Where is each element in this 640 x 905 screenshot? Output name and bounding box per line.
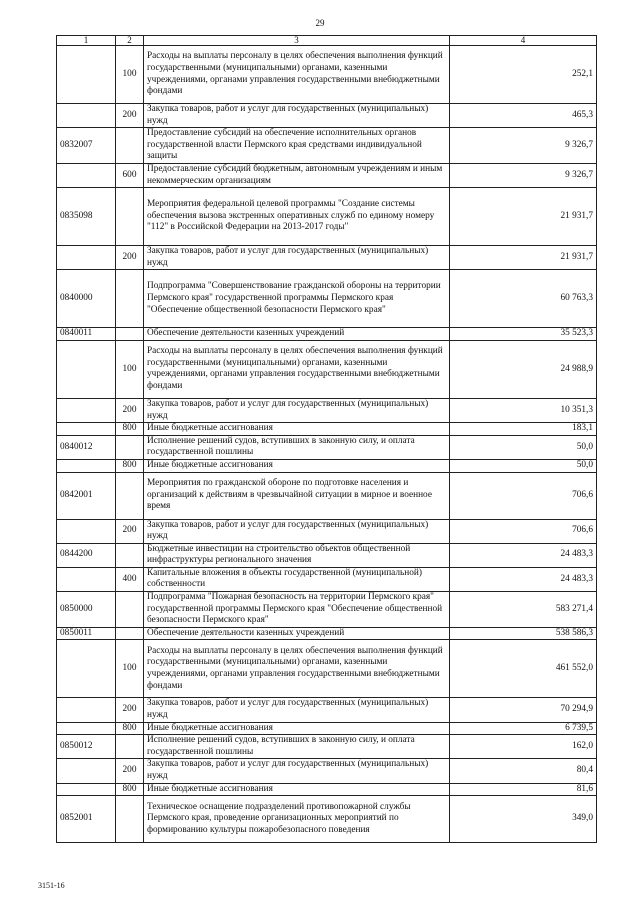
cell-amount: 538 586,3 (450, 627, 597, 640)
cell-expense-type (116, 435, 144, 459)
table-row (57, 398, 597, 422)
cell-code (57, 640, 116, 698)
cell-code: 0850012 (57, 735, 116, 759)
cell-name: Закупка товаров, работ и услуг для государственных (муниципальных) нужд (144, 398, 450, 422)
table-row (57, 567, 597, 591)
cell-amount: 24 988,9 (450, 340, 597, 398)
table-header-row (57, 36, 597, 46)
cell-name: Закупка товаров, работ и услуг для государственных (муниципальных) нужд (144, 104, 450, 128)
cell-expense-type: 800 (116, 783, 144, 796)
cell-amount: 252,1 (450, 46, 597, 104)
cell-name: Закупка товаров, работ и услуг для государственных (муниципальных) нужд (144, 698, 450, 722)
table-row (57, 435, 597, 459)
cell-code: 0840000 (57, 270, 116, 328)
cell-expense-type: 800 (116, 459, 144, 472)
cell-expense-type: 600 (116, 163, 144, 187)
cell-amount: 706,6 (450, 519, 597, 543)
cell-expense-type: 800 (116, 722, 144, 735)
cell-name: Техническое оснащение подразделений противопожарной службы Пермского края, проведение организационных мероприятий по формированию культуры пожаробезопасного поведения (144, 796, 450, 843)
cell-amount: 24 483,3 (450, 543, 597, 567)
cell-name: Бюджетные инвестиции на строительство объектов общественной инфраструктуры регионального значения (144, 543, 450, 567)
cell-expense-type (116, 735, 144, 759)
table-row (57, 459, 597, 472)
table-row (57, 759, 597, 783)
document-footer-code: 3151-16 (38, 881, 65, 890)
table-row (57, 472, 597, 519)
cell-expense-type (116, 270, 144, 328)
table-row (57, 188, 597, 246)
table-row (57, 423, 597, 436)
page-number: 29 (315, 18, 325, 28)
cell-expense-type: 200 (116, 698, 144, 722)
cell-amount: 461 552,0 (450, 640, 597, 698)
cell-amount: 81,6 (450, 783, 597, 796)
table-row (57, 640, 597, 698)
table-row (57, 735, 597, 759)
cell-expense-type (116, 128, 144, 164)
cell-expense-type: 200 (116, 246, 144, 270)
table-row (57, 543, 597, 567)
cell-code (57, 104, 116, 128)
table-row (57, 104, 597, 128)
cell-amount: 349,0 (450, 796, 597, 843)
cell-amount: 9 326,7 (450, 163, 597, 187)
cell-code: 0852001 (57, 796, 116, 843)
cell-amount: 24 483,3 (450, 567, 597, 591)
cell-amount: 60 763,3 (450, 270, 597, 328)
cell-amount: 50,0 (450, 435, 597, 459)
cell-code (57, 698, 116, 722)
table-row (57, 783, 597, 796)
header-cell-code: 1 (57, 36, 116, 46)
cell-code (57, 759, 116, 783)
cell-name: Подпрограмма "Пожарная безопасность на территории Пермского края" государственной программы Пермского края "Обеспечение общественной безопасности Пермского края" (144, 592, 450, 628)
table-row (57, 627, 597, 640)
cell-name: Предоставление субсидий бюджетным, автономным учреждениям и иным некоммерческим организациям (144, 163, 450, 187)
cell-code: 0832007 (57, 128, 116, 164)
cell-expense-type: 400 (116, 567, 144, 591)
cell-name: Расходы на выплаты персоналу в целях обеспечения выполнения функций государственными (муниципальными) органами, казенными учреждениями, органами управления государственными внебюджетными фондами (144, 46, 450, 104)
cell-amount: 70 294,9 (450, 698, 597, 722)
cell-amount: 6 739,5 (450, 722, 597, 735)
cell-code: 0840011 (57, 328, 116, 341)
cell-name: Мероприятия по гражданской обороне по подготовке населения и организаций к действиям в чрезвычайной ситуации в мирное и военное время (144, 472, 450, 519)
cell-code: 0850011 (57, 627, 116, 640)
cell-name: Мероприятия федеральной целевой программы "Создание системы обеспечения вызова экстренных оперативных служб по единому номеру "112" в Российской Федерации на 2013-2017 годы" (144, 188, 450, 246)
cell-amount: 50,0 (450, 459, 597, 472)
cell-name: Иные бюджетные ассигнования (144, 783, 450, 796)
cell-name: Обеспечение деятельности казенных учреждений (144, 627, 450, 640)
cell-name: Закупка товаров, работ и услуг для государственных (муниципальных) нужд (144, 759, 450, 783)
budget-table (56, 35, 597, 843)
cell-code: 0840012 (57, 435, 116, 459)
cell-code: 0835098 (57, 188, 116, 246)
cell-name: Исполнение решений судов, вступивших в законную силу, и оплата государственной пошлины (144, 735, 450, 759)
table-row (57, 722, 597, 735)
cell-expense-type: 200 (116, 398, 144, 422)
table-row (57, 796, 597, 843)
cell-name: Исполнение решений судов, вступивших в законную силу, и оплата государственной пошлины (144, 435, 450, 459)
cell-expense-type (116, 188, 144, 246)
table-row (57, 340, 597, 398)
cell-name: Расходы на выплаты персоналу в целях обеспечения выполнения функций государственными (муниципальными) органами, казенными учреждениями, органами управления государственными внебюджетными фондами (144, 640, 450, 698)
cell-expense-type (116, 592, 144, 628)
cell-code (57, 46, 116, 104)
cell-expense-type: 100 (116, 340, 144, 398)
cell-amount: 583 271,4 (450, 592, 597, 628)
table-row (57, 270, 597, 328)
cell-amount: 10 351,3 (450, 398, 597, 422)
cell-name: Подпрограмма "Совершенствование гражданской обороны на территории Пермского края" государственной программы Пермского края "Обеспечение общественной безопасности Пермского края" (144, 270, 450, 328)
cell-expense-type (116, 543, 144, 567)
cell-amount: 21 931,7 (450, 246, 597, 270)
table-row (57, 163, 597, 187)
cell-expense-type (116, 328, 144, 341)
cell-expense-type: 800 (116, 423, 144, 436)
cell-code (57, 398, 116, 422)
cell-expense-type: 200 (116, 519, 144, 543)
cell-amount: 706,6 (450, 472, 597, 519)
header-cell-vr: 2 (116, 36, 144, 46)
table-row (57, 328, 597, 341)
cell-amount: 162,0 (450, 735, 597, 759)
cell-expense-type: 200 (116, 104, 144, 128)
cell-expense-type: 100 (116, 46, 144, 104)
table-row (57, 246, 597, 270)
cell-name: Иные бюджетные ассигнования (144, 459, 450, 472)
cell-code (57, 783, 116, 796)
cell-code: 0844200 (57, 543, 116, 567)
cell-name: Закупка товаров, работ и услуг для государственных (муниципальных) нужд (144, 246, 450, 270)
cell-name: Закупка товаров, работ и услуг для государственных (муниципальных) нужд (144, 519, 450, 543)
cell-code (57, 722, 116, 735)
cell-code: 0850000 (57, 592, 116, 628)
cell-code (57, 423, 116, 436)
header-cell-amount: 4 (450, 36, 597, 46)
cell-code (57, 246, 116, 270)
cell-expense-type: 100 (116, 640, 144, 698)
cell-code (57, 567, 116, 591)
cell-name: Иные бюджетные ассигнования (144, 423, 450, 436)
cell-name: Обеспечение деятельности казенных учреждений (144, 328, 450, 341)
cell-amount: 35 523,3 (450, 328, 597, 341)
cell-code (57, 459, 116, 472)
cell-code: 0842001 (57, 472, 116, 519)
cell-amount: 21 931,7 (450, 188, 597, 246)
cell-name: Иные бюджетные ассигнования (144, 722, 450, 735)
cell-code (57, 163, 116, 187)
cell-amount: 80,4 (450, 759, 597, 783)
cell-name: Капитальные вложения в объекты государственной (муниципальной) собственности (144, 567, 450, 591)
header-cell-name: 3 (144, 36, 450, 46)
cell-code (57, 340, 116, 398)
table-row (57, 46, 597, 104)
cell-name: Предоставление субсидий на обеспечение исполнительных органов государственной власти Пермского края средствами индивидуальной защиты (144, 128, 450, 164)
table-row (57, 128, 597, 164)
cell-amount: 9 326,7 (450, 128, 597, 164)
cell-expense-type (116, 627, 144, 640)
table-row (57, 698, 597, 722)
cell-amount: 465,3 (450, 104, 597, 128)
cell-expense-type (116, 472, 144, 519)
cell-code (57, 519, 116, 543)
cell-expense-type (116, 796, 144, 843)
cell-expense-type: 200 (116, 759, 144, 783)
cell-name: Расходы на выплаты персоналу в целях обеспечения выполнения функций государственными (муниципальными) органами, казенными учреждениями, органами управления государственными внебюджетными фондами (144, 340, 450, 398)
cell-amount: 183,1 (450, 423, 597, 436)
table-row (57, 592, 597, 628)
table-row (57, 519, 597, 543)
